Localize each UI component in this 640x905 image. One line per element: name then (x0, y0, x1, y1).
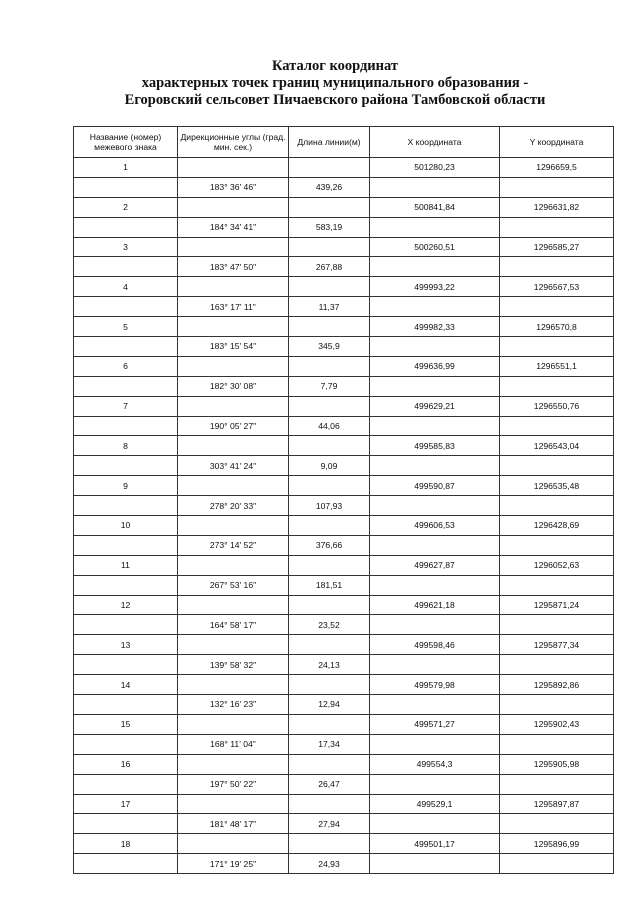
y-coordinate (500, 535, 614, 555)
table-row (74, 277, 614, 297)
line-length: 439,26 (289, 177, 370, 197)
length-cell (289, 158, 370, 178)
header-point: Название (номер) межевого знака (74, 127, 178, 158)
table-row (74, 416, 614, 436)
y-coordinate: 1296428,69 (500, 516, 614, 536)
y-coordinate (500, 734, 614, 754)
table-row (74, 496, 614, 516)
document-title (60, 58, 610, 109)
table-row (74, 436, 614, 456)
length-cell (289, 595, 370, 615)
point-number (74, 337, 178, 357)
line-length: 9,09 (289, 456, 370, 476)
y-coordinate (500, 337, 614, 357)
coordinates-table (73, 126, 614, 874)
point-number (74, 655, 178, 675)
x-coordinate (370, 854, 500, 874)
angle-cell (178, 675, 289, 695)
line-length: 267,88 (289, 257, 370, 277)
table-row (74, 695, 614, 715)
y-coordinate: 1296659,5 (500, 158, 614, 178)
point-number (74, 854, 178, 874)
x-coordinate: 499571,27 (370, 714, 500, 734)
title-line-3: Егоровский сельсовет Пичаевского района Тамбовской области (124, 92, 546, 108)
point-number (74, 615, 178, 635)
angle-cell (178, 197, 289, 217)
x-coordinate (370, 655, 500, 675)
length-cell (289, 754, 370, 774)
angle-cell (178, 794, 289, 814)
y-coordinate (500, 416, 614, 436)
title-line-2: характерных точек границ муниципального образования - (141, 75, 529, 91)
direction-angle: 278° 20' 33" (178, 496, 289, 516)
table-row (74, 217, 614, 237)
x-coordinate: 499529,1 (370, 794, 500, 814)
point-number: 14 (74, 675, 178, 695)
length-cell (289, 675, 370, 695)
point-number: 10 (74, 516, 178, 536)
angle-cell (178, 277, 289, 297)
y-coordinate (500, 177, 614, 197)
x-coordinate: 499590,87 (370, 476, 500, 496)
line-length: 107,93 (289, 496, 370, 516)
direction-angle: 197° 50' 22" (178, 774, 289, 794)
point-number (74, 814, 178, 834)
direction-angle: 183° 47' 50" (178, 257, 289, 277)
table-body (74, 158, 614, 874)
point-number: 15 (74, 714, 178, 734)
x-coordinate (370, 575, 500, 595)
length-cell (289, 516, 370, 536)
y-coordinate: 1295902,43 (500, 714, 614, 734)
point-number (74, 496, 178, 516)
x-coordinate (370, 734, 500, 754)
y-coordinate (500, 774, 614, 794)
x-coordinate (370, 695, 500, 715)
y-coordinate (500, 496, 614, 516)
y-coordinate (500, 376, 614, 396)
y-coordinate: 1296551,1 (500, 356, 614, 376)
point-number (74, 297, 178, 317)
y-coordinate: 1296631,82 (500, 197, 614, 217)
point-number (74, 416, 178, 436)
x-coordinate: 499636,99 (370, 356, 500, 376)
table-row (74, 516, 614, 536)
point-number (74, 575, 178, 595)
y-coordinate (500, 257, 614, 277)
y-coordinate: 1295897,87 (500, 794, 614, 814)
table-row (74, 754, 614, 774)
y-coordinate (500, 615, 614, 635)
y-coordinate (500, 854, 614, 874)
x-coordinate (370, 456, 500, 476)
point-number (74, 376, 178, 396)
line-length: 181,51 (289, 575, 370, 595)
header-y: Y координата (500, 127, 614, 158)
x-coordinate (370, 177, 500, 197)
header-x: X координата (370, 127, 500, 158)
point-number (74, 456, 178, 476)
point-number (74, 774, 178, 794)
angle-cell (178, 834, 289, 854)
angle-cell (178, 356, 289, 376)
length-cell (289, 635, 370, 655)
y-coordinate: 1296543,04 (500, 436, 614, 456)
y-coordinate: 1296550,76 (500, 396, 614, 416)
table-row (74, 376, 614, 396)
point-number: 13 (74, 635, 178, 655)
x-coordinate: 499982,33 (370, 317, 500, 337)
y-coordinate (500, 814, 614, 834)
table-row (74, 635, 614, 655)
y-coordinate (500, 655, 614, 675)
x-coordinate: 499606,53 (370, 516, 500, 536)
x-coordinate (370, 297, 500, 317)
direction-angle: 182° 30' 08" (178, 376, 289, 396)
point-number (74, 217, 178, 237)
table-row (74, 177, 614, 197)
angle-cell (178, 476, 289, 496)
x-coordinate: 499993,22 (370, 277, 500, 297)
point-number: 7 (74, 396, 178, 416)
table-row (74, 814, 614, 834)
table-header-row (74, 127, 614, 158)
direction-angle: 164° 58' 17" (178, 615, 289, 635)
point-number: 4 (74, 277, 178, 297)
y-coordinate (500, 297, 614, 317)
length-cell (289, 237, 370, 257)
table-row (74, 257, 614, 277)
point-number: 12 (74, 595, 178, 615)
table-row (74, 356, 614, 376)
y-coordinate: 1296535,48 (500, 476, 614, 496)
y-coordinate: 1295877,34 (500, 635, 614, 655)
line-length: 23,52 (289, 615, 370, 635)
x-coordinate: 499554,3 (370, 754, 500, 774)
direction-angle: 184° 34' 41" (178, 217, 289, 237)
y-coordinate (500, 575, 614, 595)
x-coordinate (370, 496, 500, 516)
table-row (74, 476, 614, 496)
point-number (74, 257, 178, 277)
angle-cell (178, 754, 289, 774)
table-row (74, 575, 614, 595)
table-row (74, 714, 614, 734)
x-coordinate: 501280,23 (370, 158, 500, 178)
point-number: 3 (74, 237, 178, 257)
angle-cell (178, 396, 289, 416)
table-row (74, 734, 614, 754)
y-coordinate (500, 217, 614, 237)
x-coordinate (370, 416, 500, 436)
line-length: 376,66 (289, 535, 370, 555)
length-cell (289, 476, 370, 496)
point-number: 17 (74, 794, 178, 814)
direction-angle: 267° 53' 16" (178, 575, 289, 595)
line-length: 12,94 (289, 695, 370, 715)
point-number: 8 (74, 436, 178, 456)
x-coordinate: 499585,83 (370, 436, 500, 456)
title-line-1: Каталог координат (271, 58, 399, 74)
point-number: 6 (74, 356, 178, 376)
y-coordinate: 1296567,53 (500, 277, 614, 297)
table-row (74, 337, 614, 357)
y-coordinate: 1295896,99 (500, 834, 614, 854)
angle-cell (178, 317, 289, 337)
angle-cell (178, 158, 289, 178)
point-number: 11 (74, 555, 178, 575)
y-coordinate: 1296585,27 (500, 237, 614, 257)
angle-cell (178, 714, 289, 734)
point-number: 2 (74, 197, 178, 217)
x-coordinate (370, 814, 500, 834)
angle-cell (178, 237, 289, 257)
y-coordinate: 1296052,63 (500, 555, 614, 575)
table-row (74, 834, 614, 854)
table-row (74, 197, 614, 217)
direction-angle: 139° 58' 32" (178, 655, 289, 675)
y-coordinate: 1295905,98 (500, 754, 614, 774)
point-number (74, 535, 178, 555)
line-length: 7,79 (289, 376, 370, 396)
table-row (74, 555, 614, 575)
table-row (74, 794, 614, 814)
length-cell (289, 834, 370, 854)
line-length: 345,9 (289, 337, 370, 357)
table-row (74, 396, 614, 416)
x-coordinate (370, 774, 500, 794)
length-cell (289, 396, 370, 416)
header-length: Длина линии(м) (289, 127, 370, 158)
x-coordinate: 499621,18 (370, 595, 500, 615)
direction-angle: 181° 48' 17" (178, 814, 289, 834)
direction-angle: 171° 19' 25" (178, 854, 289, 874)
direction-angle: 183° 15' 54" (178, 337, 289, 357)
x-coordinate: 499579,98 (370, 675, 500, 695)
table-row (74, 774, 614, 794)
point-number: 1 (74, 158, 178, 178)
table-row (74, 535, 614, 555)
line-length: 17,34 (289, 734, 370, 754)
length-cell (289, 317, 370, 337)
direction-angle: 132° 16' 23" (178, 695, 289, 715)
table-row (74, 158, 614, 178)
line-length: 583,19 (289, 217, 370, 237)
length-cell (289, 197, 370, 217)
point-number (74, 177, 178, 197)
table-row (74, 595, 614, 615)
angle-cell (178, 436, 289, 456)
point-number: 5 (74, 317, 178, 337)
x-coordinate: 499627,87 (370, 555, 500, 575)
direction-angle: 303° 41' 24" (178, 456, 289, 476)
point-number: 16 (74, 754, 178, 774)
x-coordinate (370, 257, 500, 277)
table-row (74, 615, 614, 635)
x-coordinate (370, 535, 500, 555)
point-number: 9 (74, 476, 178, 496)
x-coordinate (370, 376, 500, 396)
x-coordinate: 499598,46 (370, 635, 500, 655)
direction-angle: 168° 11' 04" (178, 734, 289, 754)
line-length: 26,47 (289, 774, 370, 794)
point-number: 18 (74, 834, 178, 854)
direction-angle: 163° 17' 11" (178, 297, 289, 317)
point-number (74, 695, 178, 715)
table-row (74, 675, 614, 695)
x-coordinate: 499629,21 (370, 396, 500, 416)
table-row (74, 854, 614, 874)
table-row (74, 456, 614, 476)
length-cell (289, 794, 370, 814)
x-coordinate: 500841,84 (370, 197, 500, 217)
table-row (74, 317, 614, 337)
direction-angle: 273° 14' 52" (178, 535, 289, 555)
length-cell (289, 356, 370, 376)
angle-cell (178, 516, 289, 536)
length-cell (289, 714, 370, 734)
direction-angle: 183° 36' 46" (178, 177, 289, 197)
angle-cell (178, 595, 289, 615)
angle-cell (178, 635, 289, 655)
x-coordinate (370, 217, 500, 237)
x-coordinate (370, 337, 500, 357)
x-coordinate: 499501,17 (370, 834, 500, 854)
line-length: 27,94 (289, 814, 370, 834)
x-coordinate: 500260,51 (370, 237, 500, 257)
y-coordinate (500, 695, 614, 715)
line-length: 24,93 (289, 854, 370, 874)
y-coordinate: 1296570,8 (500, 317, 614, 337)
table-row (74, 655, 614, 675)
line-length: 11,37 (289, 297, 370, 317)
length-cell (289, 555, 370, 575)
y-coordinate (500, 456, 614, 476)
point-number (74, 734, 178, 754)
line-length: 44,06 (289, 416, 370, 436)
length-cell (289, 436, 370, 456)
header-angle: Дирекционные углы (град. мин. сек.) (178, 127, 289, 158)
table-row (74, 297, 614, 317)
x-coordinate (370, 615, 500, 635)
table-row (74, 237, 614, 257)
line-length: 24,13 (289, 655, 370, 675)
y-coordinate: 1295871,24 (500, 595, 614, 615)
y-coordinate: 1295892,86 (500, 675, 614, 695)
angle-cell (178, 555, 289, 575)
direction-angle: 190° 05' 27" (178, 416, 289, 436)
length-cell (289, 277, 370, 297)
